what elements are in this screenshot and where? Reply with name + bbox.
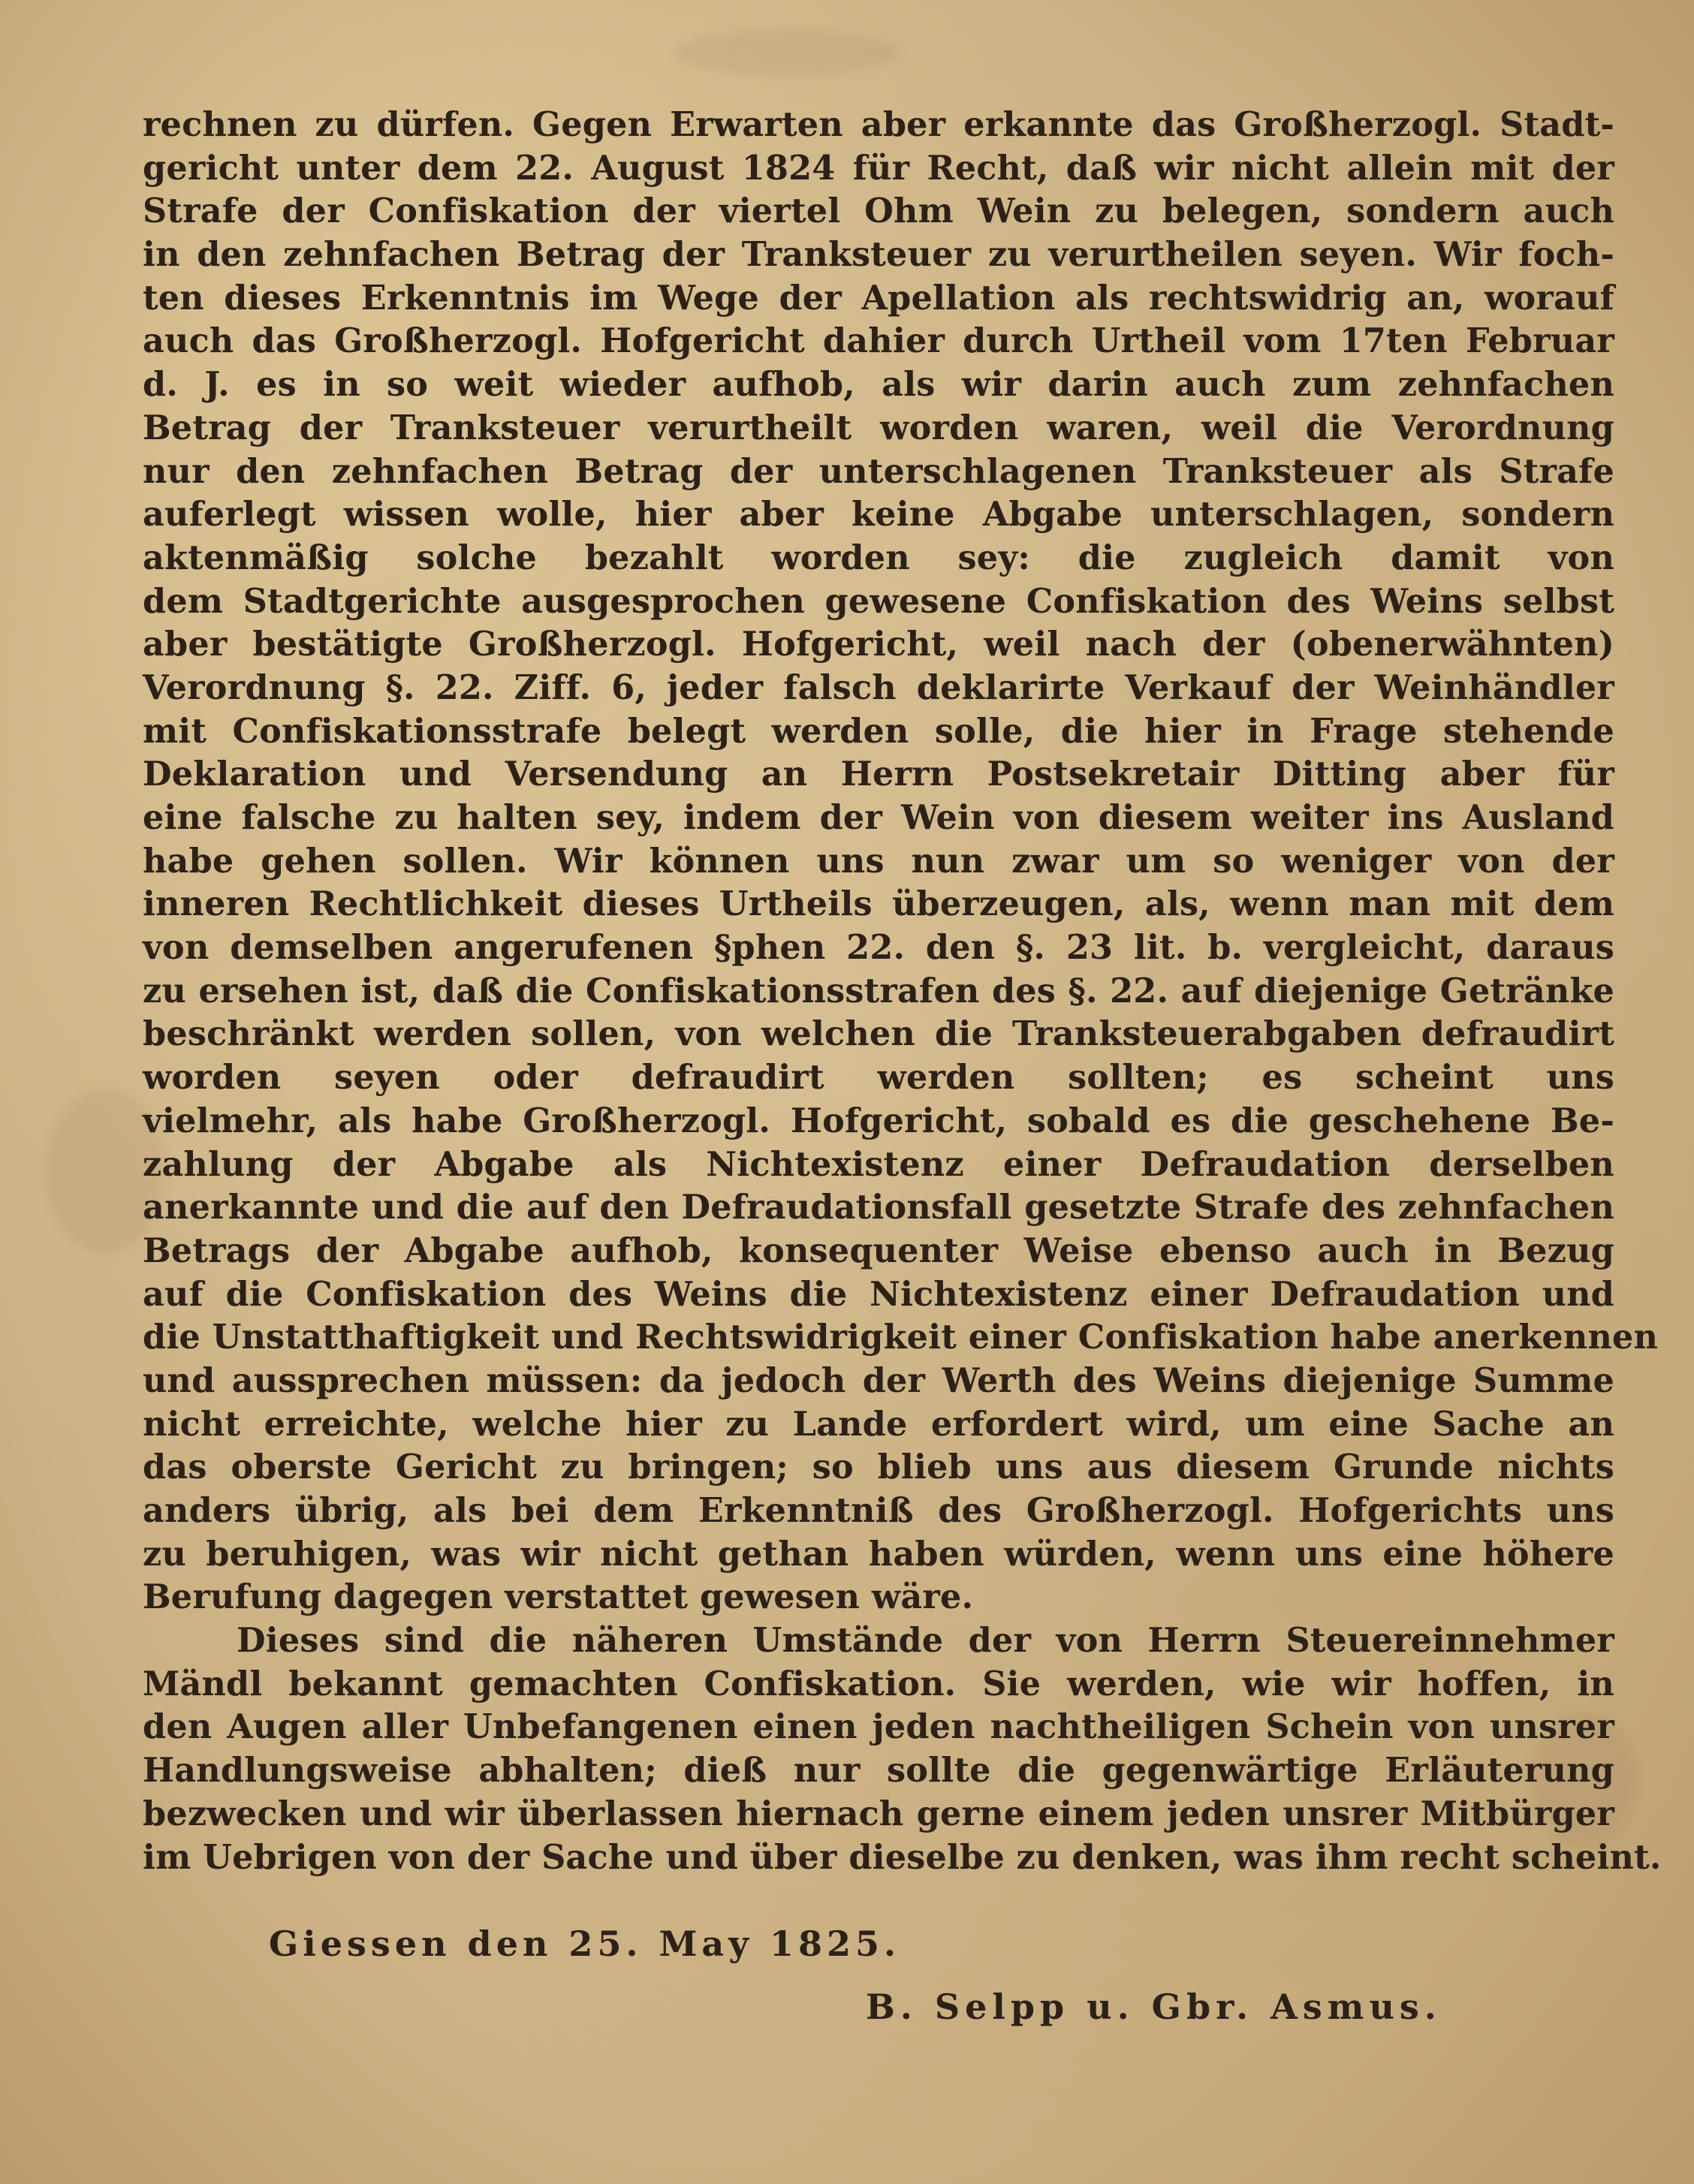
text-line: anders übrig, als bei dem Erkenntniß des Großherzogl. Hofgerichts uns xyxy=(143,1491,1614,1530)
text-line: Deklaration und Versendung an Herrn Postsekretair Ditting aber für xyxy=(143,755,1614,794)
text-line: aktenmäßig solche bezahlt worden sey: die zugleich damit von xyxy=(143,538,1614,577)
text-line: auferlegt wissen wolle, hier aber keine Abgabe unterschlagen, sondern xyxy=(143,495,1614,535)
text-line: dem Stadtgerichte ausgesprochen gewesene Confiskation des Weins selbst xyxy=(143,581,1614,621)
text-line: d. J. es in so weit wieder aufhob, als wir darin auch zum zehnfachen xyxy=(143,365,1614,405)
text-line: ten dieses Erkenntnis im Wege der Apellation als rechtswidrig an, worauf xyxy=(143,278,1614,318)
text-line: bezwecken und wir überlassen hiernach gerne einem jeden unsrer Mitbürger xyxy=(143,1794,1614,1833)
text-line: im Uebrigen von der Sache und über dieselbe zu denken, was ihm recht scheint. xyxy=(143,1837,1662,1877)
text-line: Mändl bekannt gemachten Confiskation. Sie werden, wie wir hoffen, in xyxy=(143,1664,1614,1704)
text-line: die Unstatthaftigkeit und Rechtswidrigkeit einer Confiskation habe anerkennen xyxy=(143,1318,1659,1357)
text-line: und aussprechen müssen: da jedoch der Werth des Weins diejenige Summe xyxy=(143,1360,1614,1400)
text-line: Strafe der Confiskation der viertel Ohm Wein zu belegen, sondern auch xyxy=(143,191,1614,231)
text-line: von demselben angerufenen §phen 22. den §. 23 lit. b. vergleicht, daraus xyxy=(143,928,1614,968)
text-line: Betrags der Abgabe aufhob, konsequenter Weise ebenso auch in Bezug xyxy=(143,1231,1614,1270)
text-line: zu beruhigen, was wir nicht gethan haben würden, wenn uns eine höhere xyxy=(143,1534,1614,1574)
text-line: aber bestätigte Großherzogl. Hofgericht, weil nach der (obenerwähnten) xyxy=(143,625,1614,664)
text-line: beschränkt werden sollen, von welchen die Tranksteuerabgaben defraudirt xyxy=(143,1014,1614,1054)
place-date-line: Giessen den 25. May 1825. xyxy=(269,1923,900,1964)
paper-stain xyxy=(676,30,901,75)
text-line: Handlungsweise abhalten; dieß nur sollte die gegenwärtige Erläuterung xyxy=(143,1751,1614,1791)
text-line: das oberste Gericht zu bringen; so blieb uns aus diesem Grunde nichts xyxy=(143,1447,1614,1487)
body-text xyxy=(143,104,1662,1879)
signature-line: B. Selpp u. Gbr. Asmus. xyxy=(866,1987,1442,2027)
text-line: mit Confiskationsstrafe belegt werden solle, die hier in Frage stehende xyxy=(143,711,1614,751)
text-line: Verordnung §. 22. Ziff. 6, jeder falsch deklarirte Verkauf der Weinhändler xyxy=(143,667,1614,707)
text-line: den Augen aller Unbefangenen einen jeden nachtheiligen Schein von unsrer xyxy=(143,1707,1614,1747)
text-line: rechnen zu dürfen. Gegen Erwarten aber erkannte das Großherzogl. Stadt- xyxy=(143,105,1614,144)
text-line: nur den zehnfachen Betrag der unterschlagenen Tranksteuer als Strafe xyxy=(143,451,1614,491)
text-line: Betrag der Tranksteuer verurtheilt worden waren, weil die Verordnung xyxy=(143,408,1614,447)
text-line: zu ersehen ist, daß die Confiskationsstrafen des §. 22. auf diejenige Getränke xyxy=(143,971,1614,1011)
text-line: nicht erreichte, welche hier zu Lande erfordert wird, um eine Sache an xyxy=(143,1404,1614,1444)
text-line: anerkannte und die auf den Defraudationsfall gesetzte Strafe des zehnfachen xyxy=(143,1188,1614,1228)
text-line: gericht unter dem 22. August 1824 für Recht, daß wir nicht allein mit der xyxy=(143,148,1614,188)
text-line: auf die Confiskation des Weins die Nichtexistenz einer Defraudation und xyxy=(143,1274,1614,1314)
text-line: worden seyen oder defraudirt werden sollten; es scheint uns xyxy=(143,1058,1614,1098)
paragraph-end-line: Berufung dagegen verstattet gewesen wäre. xyxy=(143,1577,974,1617)
text-line: inneren Rechtlichkeit dieses Urtheils überzeugen, als, wenn man mit dem xyxy=(143,884,1614,924)
paragraph-start-line: Dieses sind die näheren Umstände der von Herrn Steuereinnehmer xyxy=(237,1621,1614,1661)
text-line: eine falsche zu halten sey, indem der Wein von diesem weiter ins Ausland xyxy=(143,798,1614,837)
text-line: vielmehr, als habe Großherzogl. Hofgericht, sobald es die geschehene Be- xyxy=(143,1101,1614,1140)
text-line: in den zehnfachen Betrag der Tranksteuer zu verurtheilen seyen. Wir foch- xyxy=(143,235,1614,275)
text-line: auch das Großherzogl. Hofgericht dahier durch Urtheil vom 17ten Februar xyxy=(143,321,1614,361)
text-line: zahlung der Abgabe als Nichtexistenz einer Defraudation derselben xyxy=(143,1144,1614,1184)
text-line: habe gehen sollen. Wir können uns nun zwar um so weniger von der xyxy=(143,841,1614,881)
